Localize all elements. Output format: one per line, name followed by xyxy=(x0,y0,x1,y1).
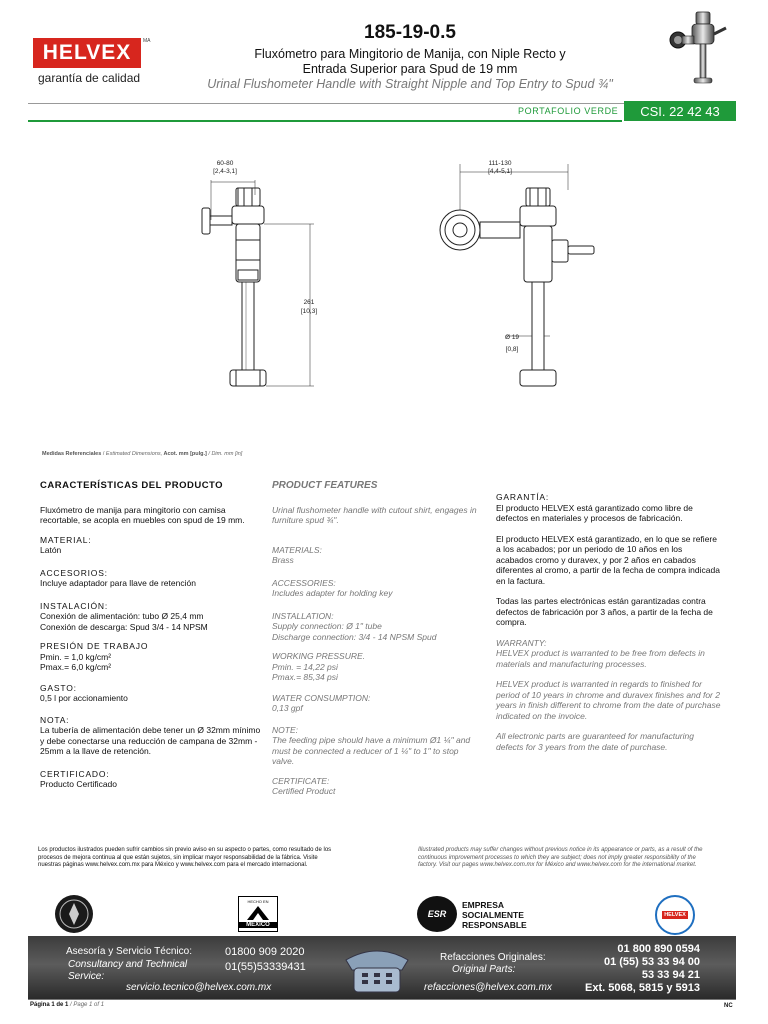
front-height-mm: 261 xyxy=(303,299,315,306)
parts-phone-3[interactable]: 53 33 94 21 xyxy=(641,969,700,981)
note-value: La tubería de alimentación debe tener un Ø 32mm mínimo y debe conectarse una reducción de campana de 32mm - 25mm a la llave de retención. xyxy=(40,725,261,756)
side-width-in: [4,4-5,1] xyxy=(488,168,512,175)
installation-supply-en: Supply connection: Ø 1" tube xyxy=(272,621,382,631)
parts-label-en: Original Parts: xyxy=(452,964,516,975)
material-label: MATERIAL: xyxy=(40,534,92,545)
measures-acot: Acot. mm [pulg.] xyxy=(162,451,207,457)
installation-supply: Conexión de alimentación: tubo Ø 25,4 mm xyxy=(40,611,204,621)
parts-phone-2[interactable]: 01 (55) 53 33 94 00 xyxy=(603,956,700,968)
features-es-heading: CARACTERÍSTICAS DEL PRODUCTO xyxy=(40,480,224,491)
title-en: Urinal Flushometer Handle with Straight Nipple and Top Entry to Spud ¾" xyxy=(207,77,613,91)
features-es-column xyxy=(40,481,265,790)
features-en-column xyxy=(272,481,477,797)
csi-code-badge xyxy=(624,101,736,121)
side-view-drawing xyxy=(430,150,600,395)
side-dia-in: [0,8] xyxy=(505,346,519,353)
quality-seal-icon xyxy=(655,895,695,935)
installation-label-en: INSTALLATION: xyxy=(272,610,334,621)
helvex-logo xyxy=(33,38,141,68)
warranty-p1-en: HELVEX product is warranted to be free from defects in materials and manufacturing processes. xyxy=(496,648,705,669)
certificate-value-en: Certified Product xyxy=(272,786,336,796)
esr-line-2: SOCIALMENTE xyxy=(462,910,524,920)
pressure-max-en: Pmax.= 85,34 psi xyxy=(272,672,338,682)
parts-label-es: Refacciones Originales: xyxy=(440,952,546,963)
warranty-p2-en: HELVEX product is warranted in regards to finished for period of 10 years in chrome and duravex finishes and for 2 years in finish different to chrome from the date of purchase indicated on the invoice. xyxy=(496,679,721,721)
document-code: NC xyxy=(724,1003,733,1009)
model-number: 185-19-0.5 xyxy=(364,22,456,43)
service-label-en-2: Service: xyxy=(68,971,105,982)
features-es-desc: Fluxómetro de manija para mingitorio con camisa recortable, se acopla en muebles con spud de 19 mm. xyxy=(40,504,245,525)
page-number-en: / Page 1 of 1 xyxy=(68,1002,105,1008)
warranty-p1-es: El producto HELVEX está garantizado como libre de defectos en materiales y procesos de fabricación. xyxy=(496,502,693,523)
disclaimer-es: Los productos ilustrados pueden sufrir cambios sin previo aviso en su aspecto o partes, como resultado de los procesos de mejora continua al que están sujetos, sin implicar mayor responsabilidad de la fábrica. Visite nuestras páginas www.helvex.com.mx para México y www.helvex.com para el mercado internacional. xyxy=(38,847,332,868)
hecho-en-mexico-badge xyxy=(238,896,278,932)
product-thumbnail-icon xyxy=(656,8,728,88)
measures-sep: / xyxy=(101,451,106,457)
installation-discharge-en: Discharge connection: 3/4 - 14 NPSM Spud xyxy=(272,631,437,642)
pressure-min: Pmin. = 1,0 kg/cm² xyxy=(40,651,112,662)
parts-phone-1[interactable]: 01 800 890 0594 xyxy=(617,943,700,955)
page-number-es: Página 1 de 1 xyxy=(30,1002,69,1008)
esr-line-3: RESPONSABLE xyxy=(462,920,527,930)
accessories-label-en: ACCESSORIES: xyxy=(272,577,336,588)
page-number xyxy=(30,1002,104,1008)
note-label-en: NOTE: xyxy=(272,724,298,735)
brand-mark: MA xyxy=(143,38,151,44)
measures-dim: / Dim. mm [in] xyxy=(206,451,243,457)
warranty-label-es: GARANTÍA: xyxy=(496,492,550,502)
consumption-label-en: WATER CONSUMPTION: xyxy=(272,692,371,703)
materials-label-en: MATERIALS: xyxy=(272,544,322,555)
title-es-line-1: Fluxómetro para Mingitorio de Manija, con Niple Recto y xyxy=(254,47,566,61)
installation-label: INSTALACIÓN: xyxy=(40,600,109,611)
consumption-value: 0,5 l por accionamiento xyxy=(40,693,128,703)
front-width-mm: 60-80 xyxy=(216,160,234,167)
parts-phone-ext: Ext. 5068, 5815 y 5913 xyxy=(585,982,700,994)
service-phone-2[interactable]: 01(55)53339431 xyxy=(225,961,306,973)
note-label: NOTA: xyxy=(40,714,70,725)
pressure-max: Pmax.= 6,0 kg/cm² xyxy=(40,662,112,672)
green-seal-icon xyxy=(54,894,94,934)
measures-caption xyxy=(42,451,242,457)
green-rule xyxy=(28,120,622,122)
warranty-p3-en: All electronic parts are guaranteed for manufacturing defects for 3 years from the date of purchase. xyxy=(496,731,694,752)
front-width-in: [2,4-3,1] xyxy=(213,168,237,175)
warranty-p2-es: El producto HELVEX está garantizado, en lo que se refiere a los acabados; por un periodo de 10 años en los acabados cromo y duravex, y por 2 años en cabados diferentes al cromo, a partir de la fecha de compra indicada en la factura. xyxy=(496,533,720,586)
brand-name: HELVEX xyxy=(42,41,132,64)
accessories-value: Incluye adaptador para llave de retención xyxy=(40,578,196,588)
telephone-icon xyxy=(340,940,414,996)
disclaimer-en: Illustrated products may suffer changes without previous notice in its appearance or parts, as a result of the continuous improvement processes to which they are subject; does not imply greater responsibility of the factory. Visit our pages www.helvex.com.mx for México and www.helvex.com for the international market. xyxy=(418,847,703,868)
certificate-label: CERTIFICADO: xyxy=(40,768,110,779)
pressure-label: PRESIÓN DE TRABAJO xyxy=(40,641,149,651)
features-en-desc: Urinal flushometer handle with cutout shirt, engages in furniture spud ¾". xyxy=(272,504,477,525)
features-en-heading: PRODUCT FEATURES xyxy=(272,480,378,491)
consumption-label: GASTO: xyxy=(40,682,77,693)
note-value-en: The feeding pipe should have a minimum Ø1 ¼" and must be connected a reducer of 1 ¼" to 1" to stop valve. xyxy=(272,735,471,766)
service-phone-1[interactable]: 01800 909 2020 xyxy=(225,946,305,958)
esr-logo-icon xyxy=(417,896,457,932)
portfolio-label: PORTAFOLIO VERDE xyxy=(518,106,619,116)
side-dia-mm: Ø 19 xyxy=(504,334,520,341)
side-width-mm: 111-130 xyxy=(488,160,512,167)
footer-rule xyxy=(28,999,736,1000)
material-value: Latón xyxy=(40,545,62,555)
consumption-value-en: 0,13 gpf xyxy=(272,703,303,713)
accessories-label: ACCESORIOS: xyxy=(40,567,108,578)
esr-mark: ESR xyxy=(427,909,447,919)
hecho-en-label: HECHO EN xyxy=(247,899,269,904)
pressure-label-en: WORKING PRESSURE. xyxy=(272,651,366,661)
esr-line-1: EMPRESA xyxy=(462,900,505,910)
certificate-label-en: CERTIFICATE: xyxy=(272,775,330,786)
measures-label: Medidas Referenciales xyxy=(42,451,102,457)
installation-discharge: Conexión de descarga: Spud 3/4 - 14 NPSM xyxy=(40,621,208,632)
accessories-value-en: Includes adapter for holding key xyxy=(272,588,393,598)
front-height-in: [10,3] xyxy=(300,308,318,315)
certificate-value: Producto Certificado xyxy=(40,779,118,789)
warranty-column xyxy=(496,492,721,752)
service-email-link[interactable]: servicio.tecnico@helvex.com.mx xyxy=(126,982,272,993)
measures-en: Estimated Dimensions, xyxy=(105,451,163,457)
csi-code: CSI. 22 42 43 xyxy=(640,103,720,119)
service-label-es: Asesoría y Servicio Técnico: xyxy=(66,946,192,957)
pressure-min-en: Pmin. = 14,22 psi xyxy=(272,661,338,672)
warranty-label-en: WARRANTY: xyxy=(496,637,547,648)
materials-value-en: Brass xyxy=(272,555,294,565)
mexico-arrow-icon xyxy=(239,904,277,922)
parts-email-link[interactable]: refacciones@helvex.com.mx xyxy=(424,982,552,993)
title-es-line-2: Entrada Superior para Spud de 19 mm xyxy=(302,62,518,76)
warranty-p3-es: Todas las partes electrónicas están garantizadas contra defectos de fabricación por 3 años, a partir de la fecha de compra. xyxy=(496,596,713,627)
esr-text xyxy=(462,900,527,930)
front-view-drawing xyxy=(180,150,340,395)
mexico-label: MÉXICO xyxy=(239,922,277,928)
service-label-en-1: Consultancy and Technical xyxy=(68,959,188,970)
brand-tagline: garantía de calidad xyxy=(38,71,141,85)
quality-seal-brand: HELVEX xyxy=(664,912,686,918)
